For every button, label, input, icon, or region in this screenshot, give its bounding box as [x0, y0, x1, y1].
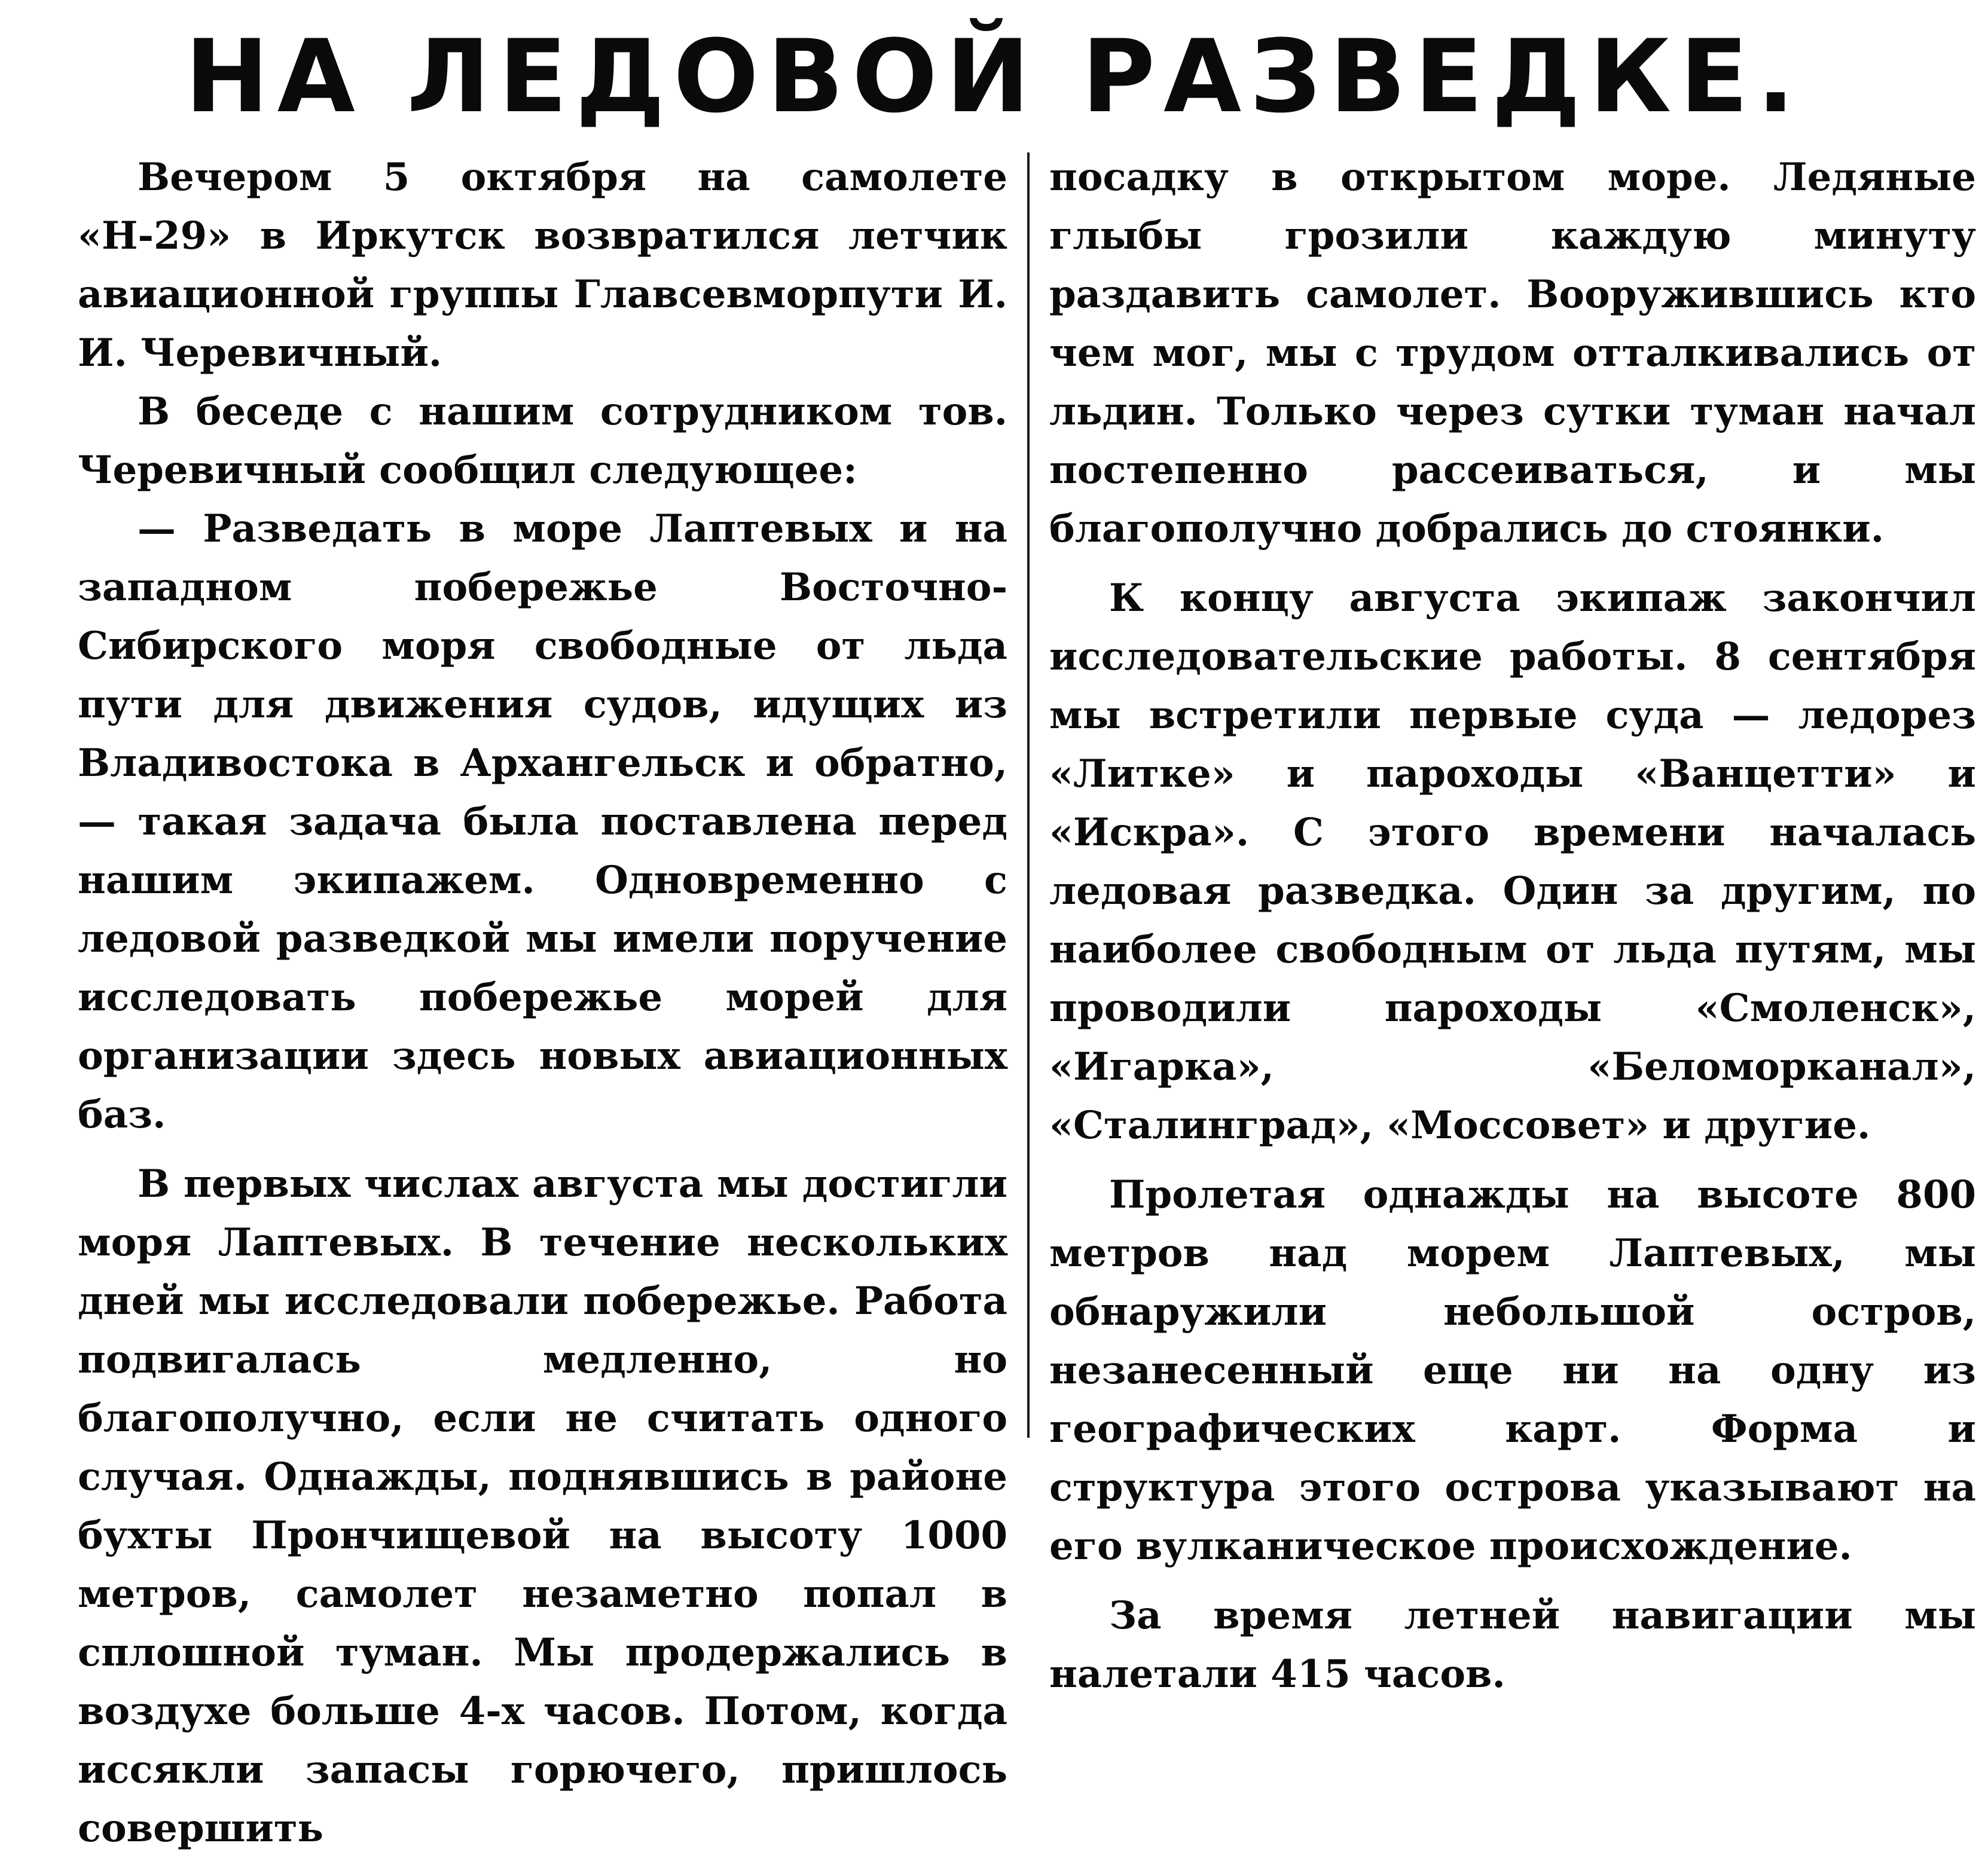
paragraph: Вечером 5 октября на самолете «Н-29» в Иркутск возвратился летчик авиационной группы Главсевморпути И. И. Черевичный.: [78, 155, 1007, 375]
paragraph: За время летней навигации мы налетали 415 часов.: [1049, 1593, 1976, 1697]
paragraph: В беседе с нашим сотрудником тов. Черевичный сообщил следующее:: [78, 389, 1007, 493]
left-column: [78, 148, 1007, 1858]
paragraph-continuation: посадку в открытом море. Ледяные глыбы грозили каждую минуту раздавить самолет. Вооружившись кто чем мог, мы с трудом отталкивались от льдин. Только через сутки туман начал постепенно рассеиваться, и мы благополучно добрались до стоянки.: [1049, 155, 1976, 551]
article-headline: НА ЛЕДОВОЙ РАЗВЕДКЕ.: [185, 18, 1803, 135]
right-column: [1049, 148, 1976, 1704]
paragraph: К концу августа экипаж закончил исследовательские работы. 8 сентября мы встретили первые суда — ледорез «Литке» и пароходы «Ванцетти» и «Искра». С этого времени началась ледовая разведка. Один за другим, по наиболее свободным от льда путям, мы проводили пароходы «Смоленск», «Игарка», «Беломорканал», «Сталинград», «Моссовет» и другие.: [1049, 576, 1976, 1148]
paragraph: — Разведать в море Лаптевых и на западном побережье Восточно-Сибирского моря свободные от льда пути для движения судов, идущих из Владивостока в Архангельск и обратно, — такая задача была поставлена перед нашим экипажем. Одновременно с ледовой разведкой мы имели поручение исследовать побережье морей для организации здесь новых авиационных баз.: [78, 506, 1007, 1137]
column-divider: [1027, 152, 1030, 1438]
paragraph: Пролетая однажды на высоте 800 метров над морем Лаптевых, мы обнаружили небольшой остров, незанесенный еще ни на одну из географических карт. Форма и структура этого острова указывают на его вулканическое происхождение.: [1049, 1172, 1976, 1569]
paragraph: В первых числах августа мы достигли моря Лаптевых. В течение нескольких дней мы исследовали побережье. Работа подвигалась медленно, но благополучно, если не считать одного случая. Однажды, поднявшись в районе бухты Прончищевой на высоту 1000 метров, самолет незаметно попал в сплошной туман. Мы продержались в воздухе больше 4-х часов. Потом, когда иссякли запасы горючего, пришлось совершить: [78, 1162, 1007, 1851]
